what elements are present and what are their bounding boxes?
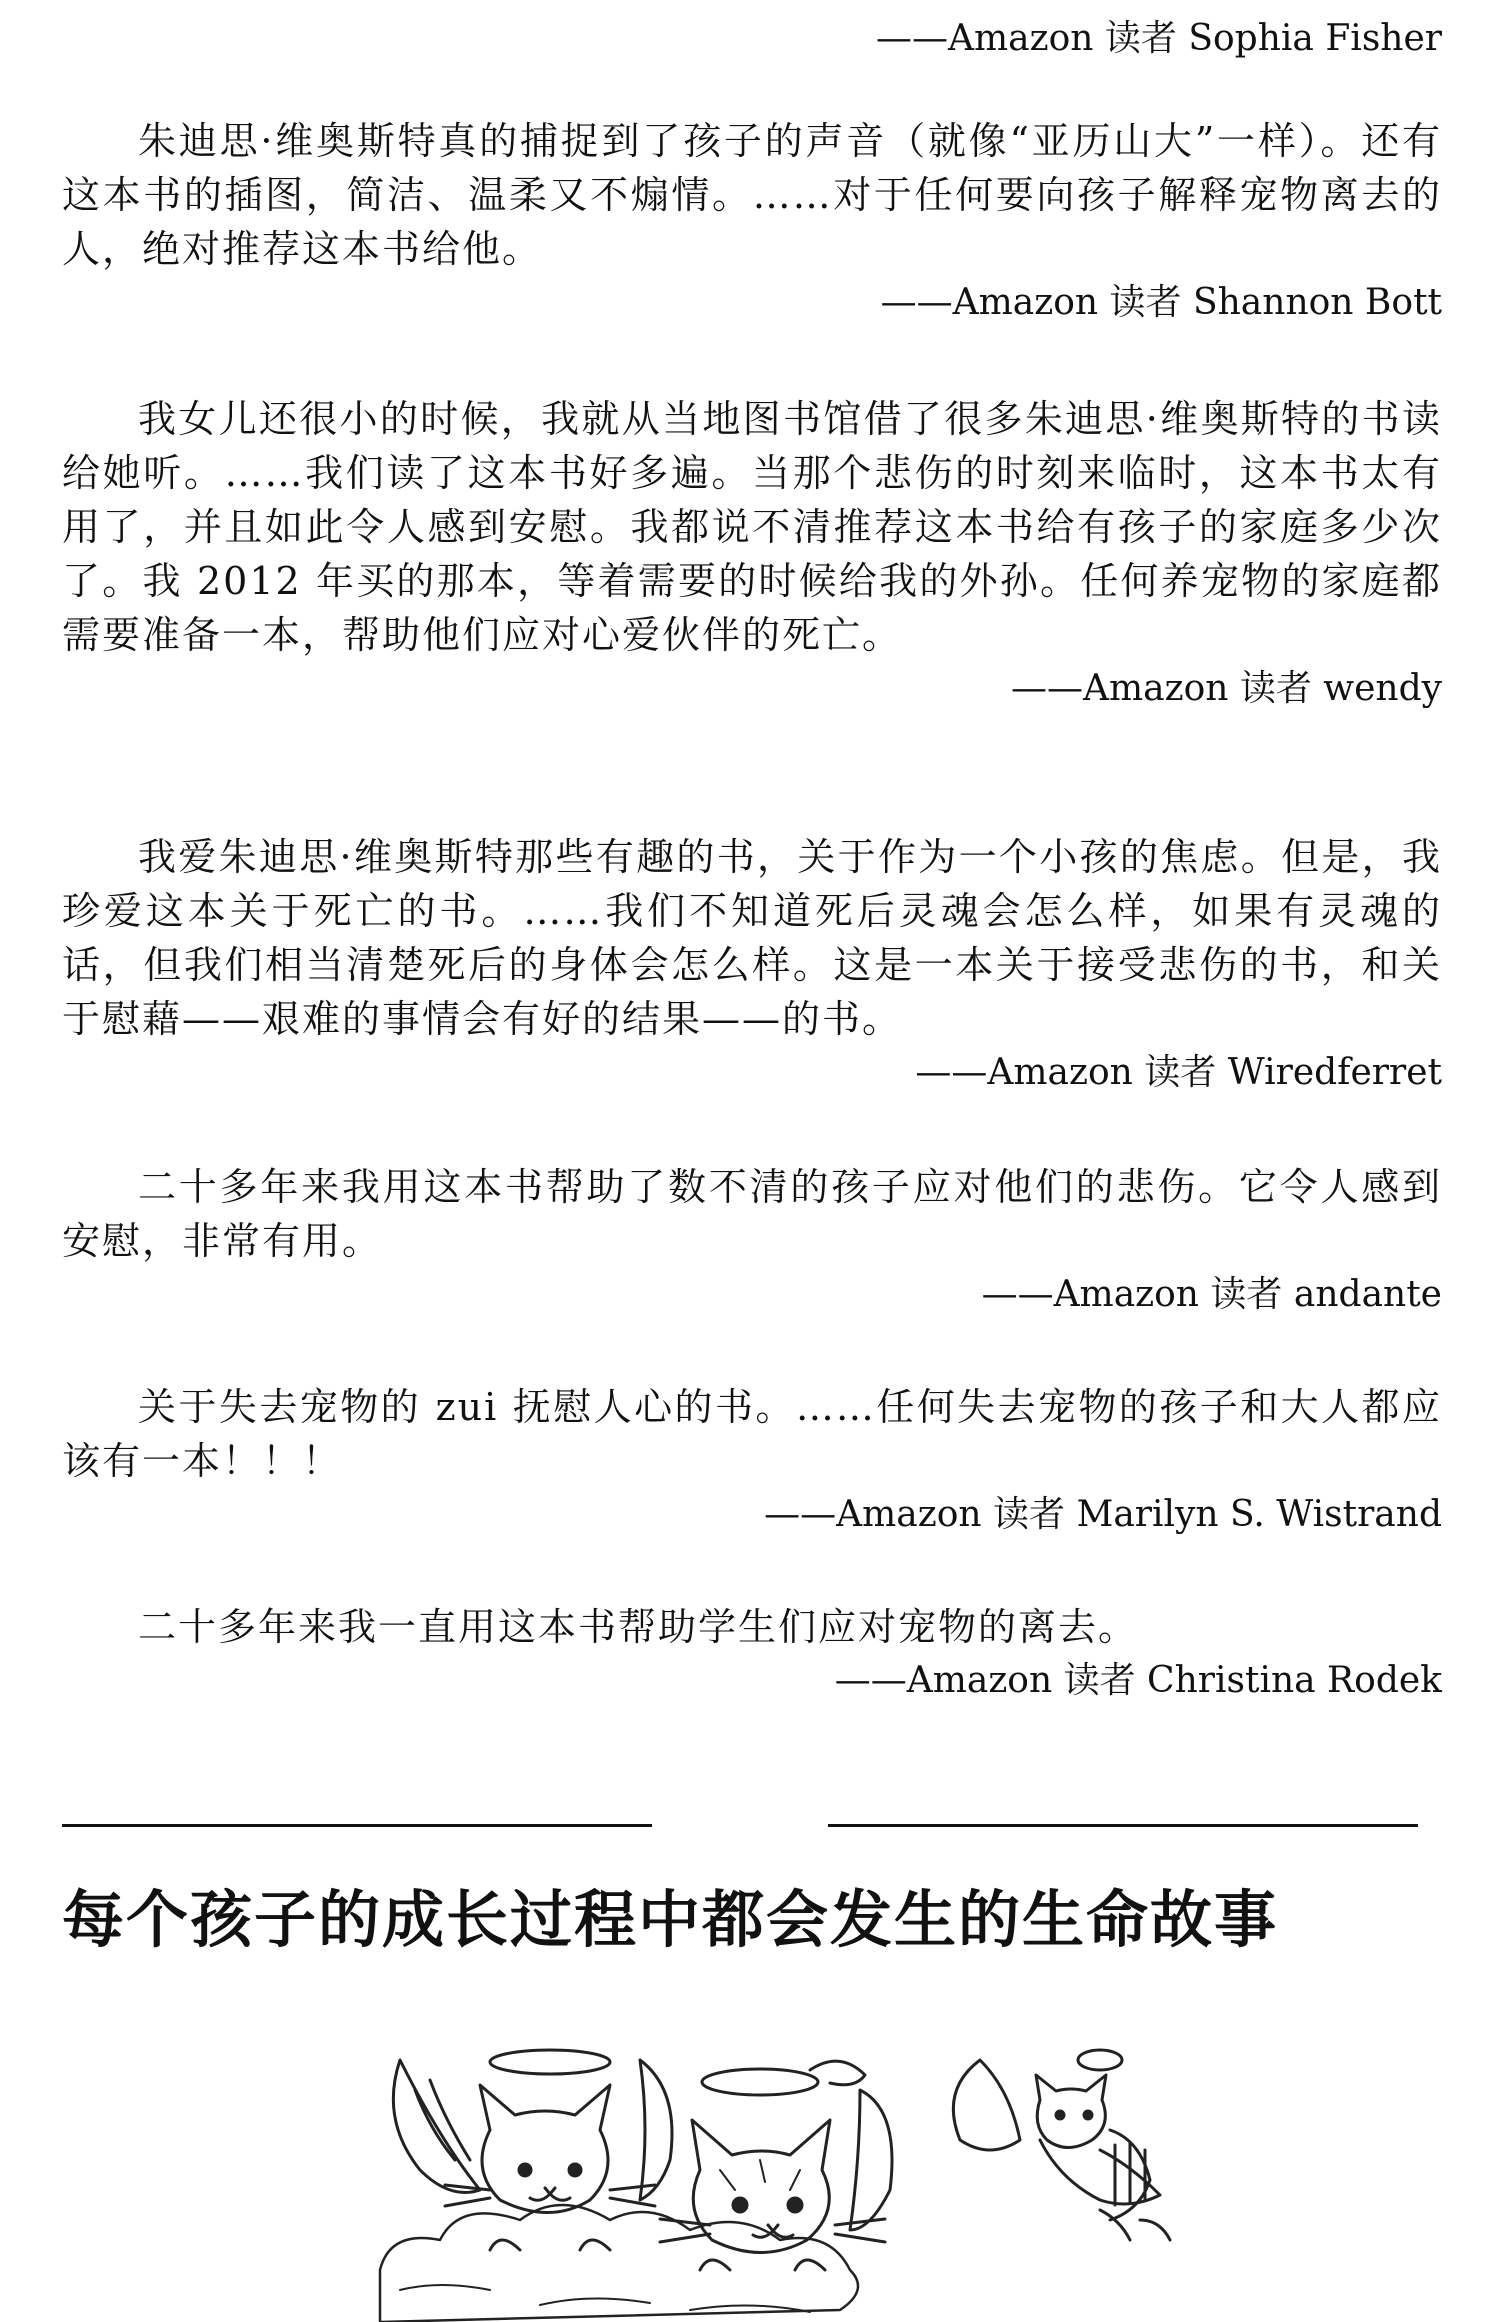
review-attribution: ——Amazon 读者 andante [981,1274,1442,1315]
section-heading: 每个孩子的成长过程中都会发生的生命故事 [62,1883,1279,1956]
review-text: 关于失去宠物的 zui 抚慰人心的书。……任何失去宠物的孩子和大人都应该有一本！！！ [62,1385,1442,1483]
review-2 [62,392,1442,714]
review-text: 朱迪思·维奥斯特真的捕捉到了孩子的声音（就像“亚历山大”一样）。还有这本书的插图，简洁、温柔又不煽情。……对于任何要向孩子解释宠物离去的人，绝对推荐这本书给他。 [62,119,1442,271]
divider-left [62,1824,652,1827]
review-text: 二十多年来我一直用这本书帮助学生们应对宠物的离去。 [138,1605,1139,1649]
divider-right [828,1824,1418,1827]
review-attribution: ——Amazon 读者 Marilyn S. Wistrand [764,1494,1442,1535]
review-1 [62,114,1442,328]
review-4 [62,1160,1442,1320]
review-5 [62,1380,1442,1540]
review-text: 我爱朱迪思·维奥斯特那些有趣的书，关于作为一个小孩的焦虑。但是，我珍爱这本关于死亡的书。……我们不知道死后灵魂会怎么样，如果有灵魂的话，但我们相当清楚死后的身体会怎么样。这是一本关于接受悲伤的书，和关于慰藉——艰难的事情会有好的结果——的书。 [62,835,1442,1041]
review-attribution: ——Amazon 读者 wendy [1011,668,1442,709]
review-text: 二十多年来我用这本书帮助了数不清的孩子应对他们的悲伤。它令人感到安慰，非常有用。 [62,1165,1442,1263]
top-attribution: ——Amazon 读者 Sophia Fisher [876,18,1442,59]
review-text: 我女儿还很小的时候，我就从当地图书馆借了很多朱迪思·维奥斯特的书读给她听。……我们读了这本书好多遍。当那个悲伤的时刻来临时，这本书太有用了，并且如此令人感到安慰。我都说不清推荐这本书给有孩子的家庭多少次了。我 2012 年买的那本，等着需要的时候给我的外孙。任何养宠物的家庭都需要准备一本，帮助他们应对心爱伙伴的死亡。 [62,397,1442,657]
review-6 [62,1600,1442,1706]
review-attribution: ——Amazon 读者 Wiredferret [915,1052,1442,1093]
review-3 [62,830,1442,1098]
review-attribution: ——Amazon 读者 Shannon Bott [880,282,1442,323]
review-attribution: ——Amazon 读者 Christina Rodek [834,1660,1442,1701]
angel-cats-illustration-icon [340,2020,1240,2322]
